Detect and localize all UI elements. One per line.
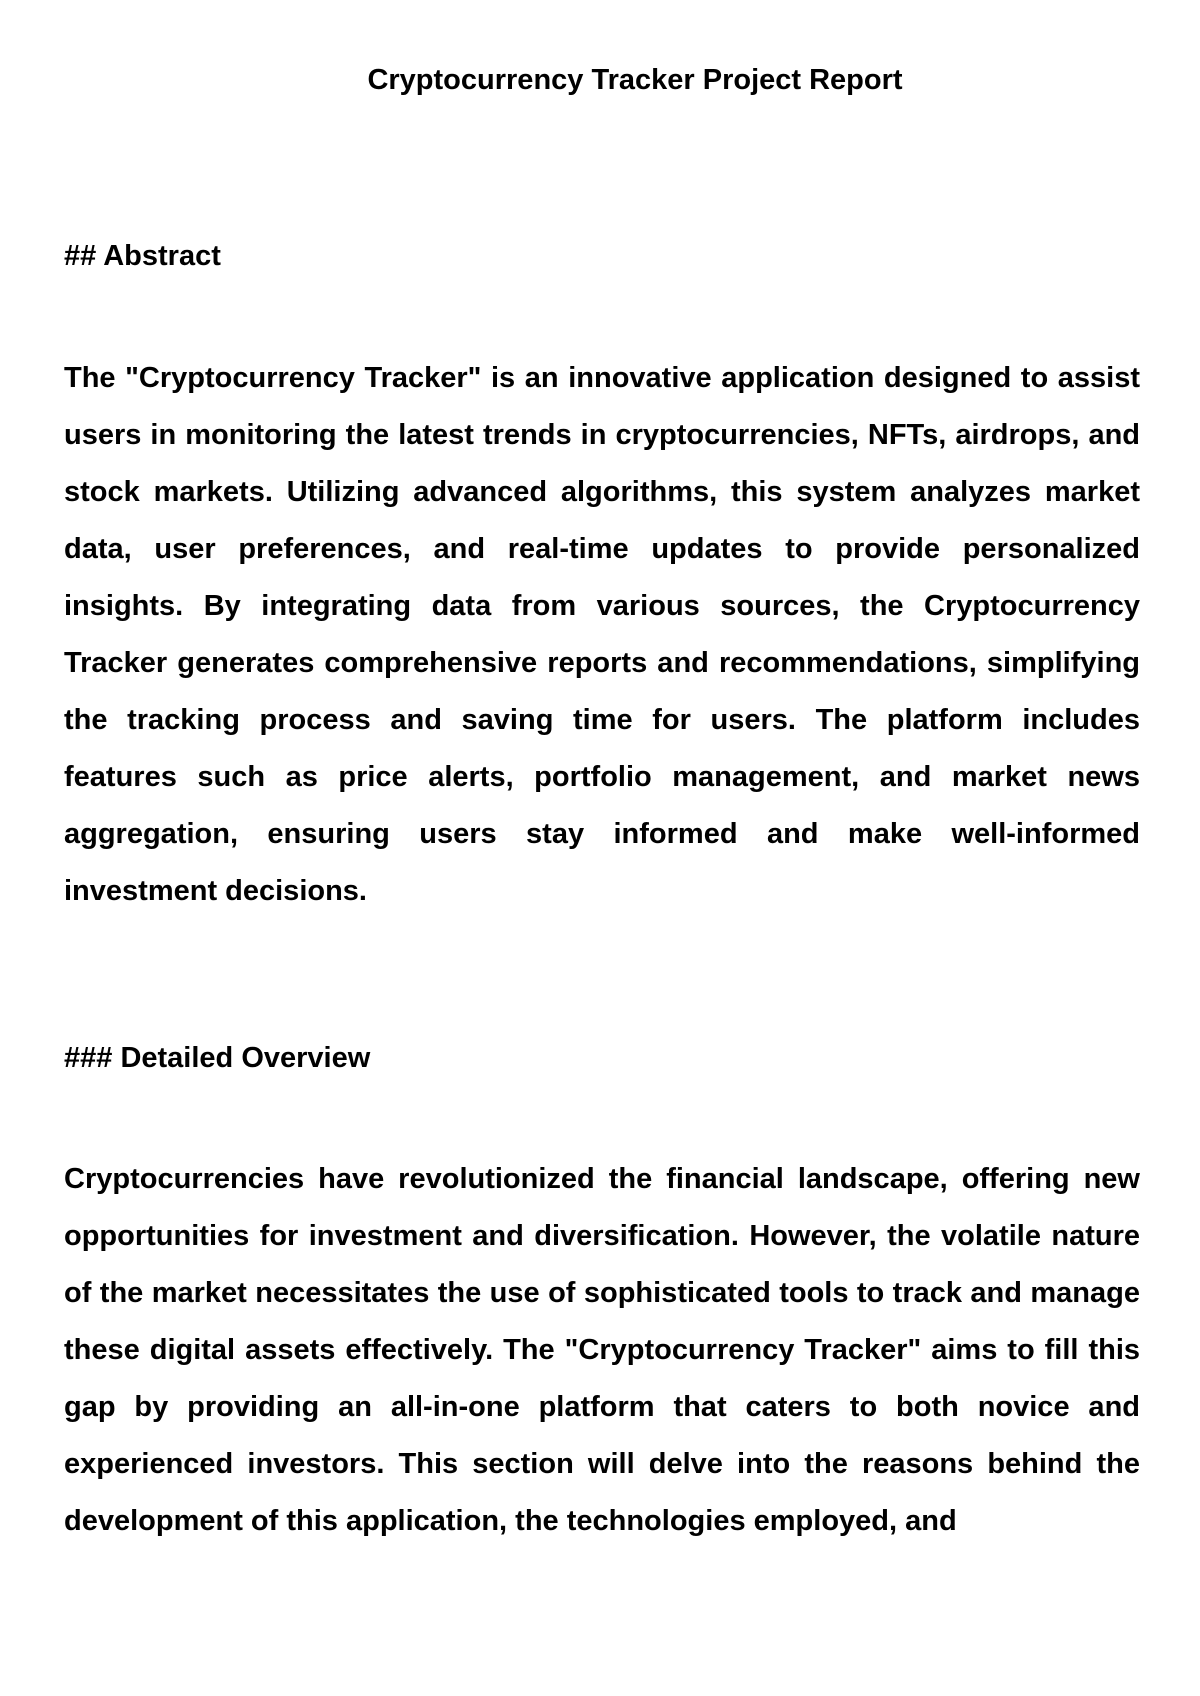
section-heading-abstract: ## Abstract — [64, 240, 221, 272]
section-body-abstract: The "Cryptocurrency Tracker" is an innovative application designed to assist users in monitoring the latest trends in cryptocurrencies, NFTs, airdrops, and stock markets. Utilizing advanced algorithms, this system analyzes market data, user preferences, and real-time updates to provide personalized insights. By integrating data from various sources, the Cryptocurrency Tracker generates comprehensive reports and recommendations, simplifying the tracking process and saving time for users. The platform includes features such as price alerts, portfolio management, and market news aggregation, ensuring users stay informed and make well-informed investment decisions. — [64, 362, 1140, 907]
section-heading-detailed-overview: ### Detailed Overview — [64, 1042, 371, 1074]
document-title: Cryptocurrency Tracker Project Report — [367, 64, 903, 96]
section-body-detailed-overview: Cryptocurrencies have revolutionized the financial landscape, offering new opportunities for investment and diversification. However, the volatile nature of the market necessitates the use of sophisticated tools to track and manage these digital assets effectively. The "Cryptocurrency Tracker" aims to fill this gap by providing an all-in-one platform that caters to both novice and experienced investors. This section will delve into the reasons behind the development of this application, the technologies employed, and — [64, 1163, 1140, 1537]
